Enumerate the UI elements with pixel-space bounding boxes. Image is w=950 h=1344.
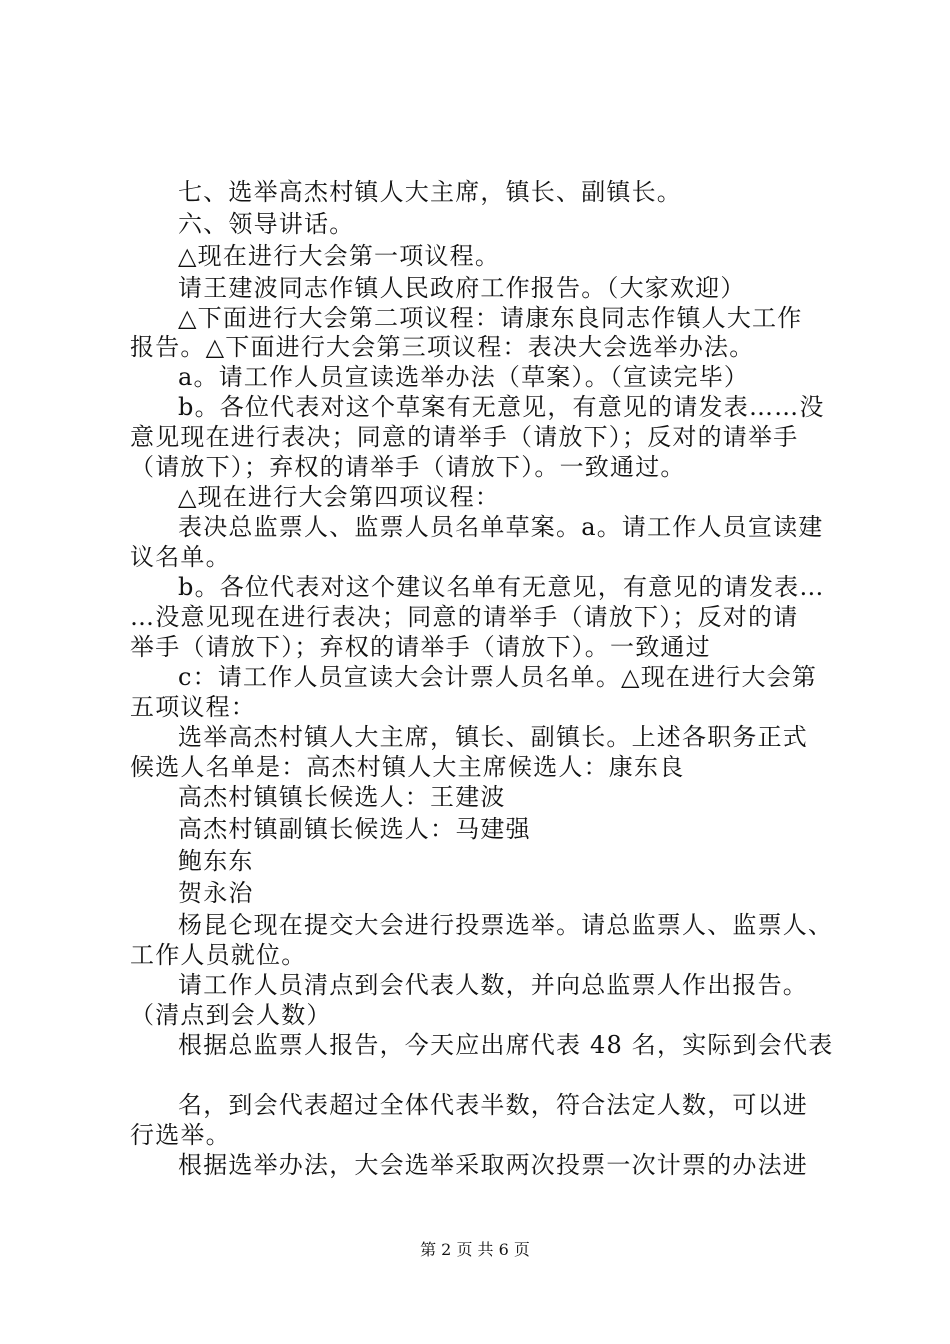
text-line: b。各位代表对这个草案有无意见，有意见的请发表……没 xyxy=(178,393,825,421)
text-line: （清点到会人数） xyxy=(130,1001,332,1029)
text-line: （请放下）；弃权的请举手（请放下）。一致通过。 xyxy=(130,453,686,481)
text-line: …没意见现在进行表决；同意的请举手（请放下）；反对的请 xyxy=(130,603,799,631)
text-line: 根据总监票人报告，今天应出席代表 48 名，实际到会代表 xyxy=(178,1031,834,1059)
text-line: 举手（请放下）；弃权的请举手（请放下）。一致通过 xyxy=(130,633,711,661)
text-line: 选举高杰村镇人大主席，镇长、副镇长。上述各职务正式 xyxy=(178,723,808,751)
text-line: 请王建波同志作镇人民政府工作报告。（大家欢迎） xyxy=(178,274,746,302)
text-line: 六、领导讲话。 xyxy=(178,210,355,238)
text-line: 报告。△下面进行大会第三项议程：表决大会选举办法。 xyxy=(130,333,755,361)
text-line: △现在进行大会第一项议程。 xyxy=(178,242,501,270)
text-line: 议名单。 xyxy=(130,543,231,571)
text-line: 贺永治 xyxy=(178,879,254,907)
text-line: 高杰村镇镇长候选人：王建波 xyxy=(178,783,506,811)
text-line: a。请工作人员宣读选举办法（草案）。（宣读完毕） xyxy=(178,363,750,391)
page-number-footer: 第 2 页 共 6 页 xyxy=(420,1240,530,1259)
text-line: 五项议程： xyxy=(130,693,256,721)
text-line: 请工作人员清点到会代表人数，并向总监票人作出报告。 xyxy=(178,971,808,999)
text-line: 候选人名单是：高杰村镇人大主席候选人：康东良 xyxy=(130,753,685,781)
text-line: 七、选举高杰村镇人大主席，镇长、副镇长。 xyxy=(178,178,682,206)
text-line: 工作人员就位。 xyxy=(130,941,307,969)
text-line: 高杰村镇副镇长候选人：马建强 xyxy=(178,815,531,843)
text-line: △现在进行大会第四项议程： xyxy=(178,483,501,511)
text-line: 表决总监票人、监票人员名单草案。a。请工作人员宣读建 xyxy=(178,513,824,541)
text-line: 名，到会代表超过全体代表半数，符合法定人数，可以进 xyxy=(178,1091,808,1119)
text-line: b。各位代表对这个建议名单有无意见，有意见的请发表… xyxy=(178,573,825,601)
text-line: △下面进行大会第二项议程：请康东良同志作镇人大工作 xyxy=(178,304,803,332)
text-line: 行选举。 xyxy=(130,1121,231,1149)
text-line: 根据选举办法，大会选举采取两次投票一次计票的办法进 xyxy=(178,1151,808,1179)
text-line: 意见现在进行表决；同意的请举手（请放下）；反对的请举手 xyxy=(130,423,799,451)
text-line: 杨昆仑现在提交大会进行投票选举。请总监票人、监票人、 xyxy=(178,911,834,939)
text-line: 鲍东东 xyxy=(178,847,254,875)
text-line: c：请工作人员宣读大会计票人员名单。△现在进行大会第 xyxy=(178,663,818,691)
